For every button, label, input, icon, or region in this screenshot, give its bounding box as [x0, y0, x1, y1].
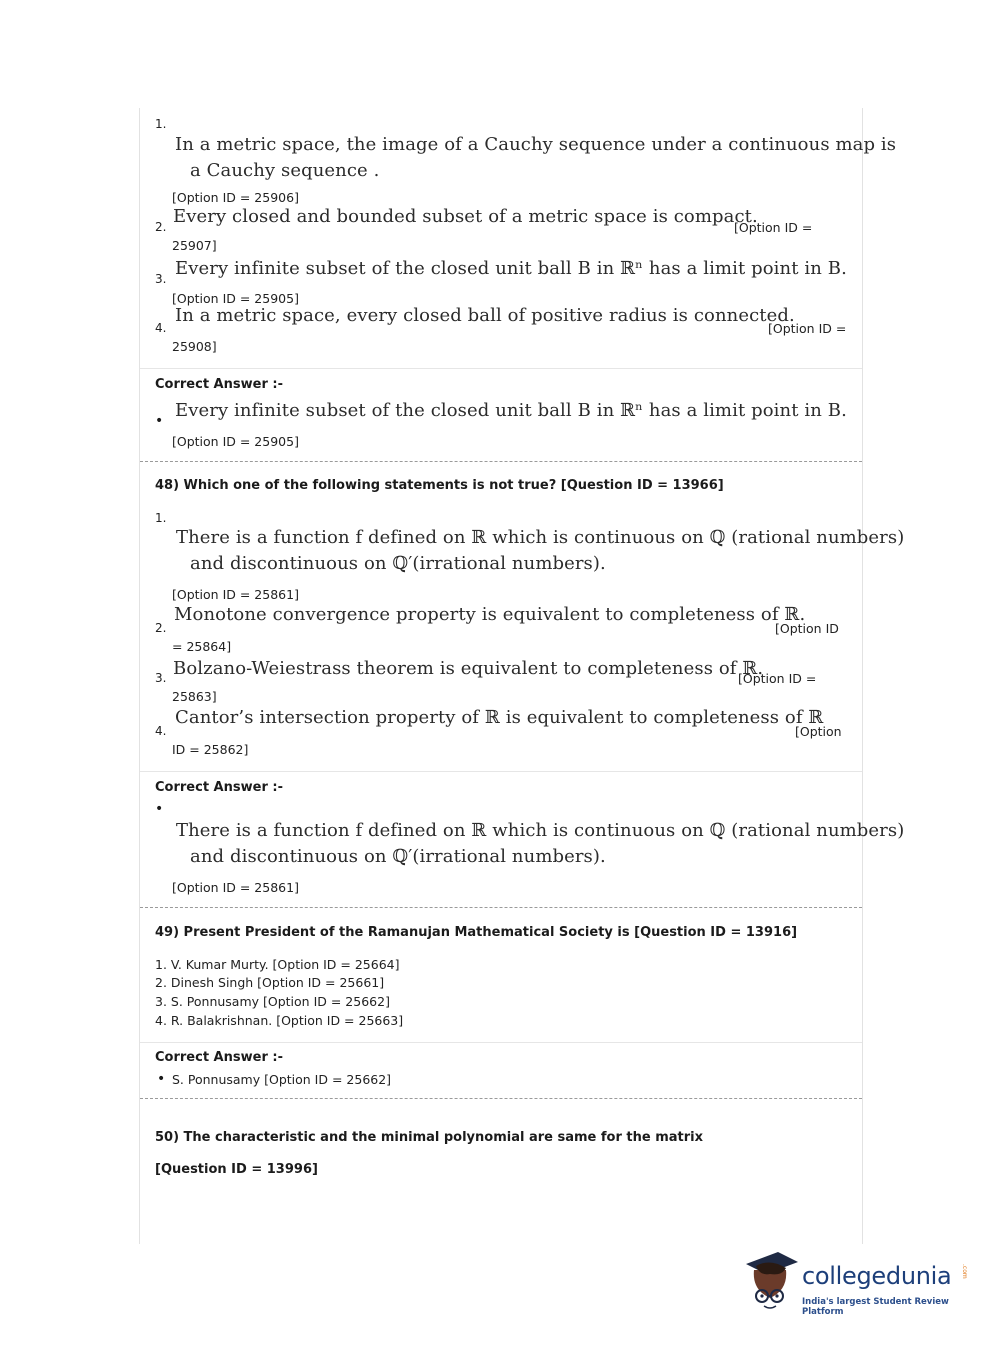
q48-option-4-id-part1: [Option [795, 724, 842, 739]
q50-question-id: [Question ID = 13996] [155, 1162, 318, 1177]
q48-end-separator [140, 907, 862, 908]
q47-option-3-text: Every infinite subset of the closed unit ball B in ℝⁿ has a limit point in B. [175, 258, 847, 279]
q47-option-3-number: 3. [155, 272, 167, 286]
q49-option-3: 3. S. Ponnusamy [Option ID = 25662] [155, 994, 390, 1009]
q49-answer-bullet: • [157, 1071, 166, 1087]
q47-correct-answer-label: Correct Answer :- [155, 377, 283, 392]
q48-answer-id: [Option ID = 25861] [172, 880, 299, 895]
q48-option-3-id-part2: 25863] [172, 689, 217, 704]
q47-option-2-number: 2. [155, 220, 167, 234]
q49-correct-answer-label: Correct Answer :- [155, 1050, 283, 1065]
q47-option-2-id-part2: 25907] [172, 238, 217, 253]
q47-divider [140, 368, 862, 369]
q47-option-2-text: Every closed and bounded subset of a metric space is compact. [173, 206, 758, 227]
logo-brand-text: collegedunia [802, 1262, 952, 1290]
q48-heading: 48) Which one of the following statements is not true? [Question ID = 13966] [155, 478, 724, 493]
page-frame-left [139, 108, 140, 1244]
q48-option-1-number: 1. [155, 511, 167, 525]
q47-option-1-number: 1. [155, 117, 167, 131]
q48-option-4-text: Cantor’s intersection property of ℝ is equivalent to completeness of ℝ [175, 707, 824, 728]
q48-option-3-number: 3. [155, 671, 167, 685]
q47-option-4-text: In a metric space, every closed ball of positive radius is connected. [175, 305, 795, 326]
q48-option-1-text-line2: and discontinuous on ℚ′(irrational numbers). [190, 553, 606, 574]
q49-option-2: 2. Dinesh Singh [Option ID = 25661] [155, 975, 385, 990]
q48-option-2-number: 2. [155, 621, 167, 635]
q48-divider [140, 771, 862, 772]
q48-option-1-id: [Option ID = 25861] [172, 587, 299, 602]
q47-answer-id: [Option ID = 25905] [172, 434, 299, 449]
q48-option-3-id-part1: [Option ID = [738, 671, 817, 686]
q47-option-4-id-part1: [Option ID = [768, 321, 847, 336]
logo-tagline: India's largest Student Review Platform [802, 1297, 949, 1317]
q48-option-2-id-part1: [Option ID [775, 621, 839, 636]
q47-option-4-number: 4. [155, 321, 167, 335]
q49-option-1: 1. V. Kumar Murty. [Option ID = 25664] [155, 957, 400, 972]
q47-option-1-text-line2: a Cauchy sequence . [190, 160, 380, 181]
q48-option-2-text: Monotone convergence property is equivalent to completeness of ℝ. [174, 604, 806, 625]
q48-answer-text-line2: and discontinuous on ℚ′(irrational numbers). [190, 846, 606, 867]
q48-option-3-text: Bolzano-Weiestrass theorem is equivalent to completeness of ℝ. [173, 658, 764, 679]
page-frame-right [862, 108, 863, 1244]
mascot-icon [742, 1250, 800, 1312]
q47-option-2-id-part1: [Option ID = [734, 220, 813, 235]
q49-heading: 49) Present President of the Ramanujan Mathematical Society is [Question ID = 13916] [155, 925, 798, 940]
q49-divider [140, 1042, 862, 1043]
q48-option-1-text-line1: There is a function f defined on ℝ which is continuous on ℚ (rational numbers) [176, 527, 905, 548]
q49-end-separator [140, 1098, 862, 1099]
q47-option-1-id: [Option ID = 25906] [172, 190, 299, 205]
logo-dotcom: .com [961, 1264, 968, 1279]
q48-option-4-number: 4. [155, 724, 167, 738]
q47-answer-text: Every infinite subset of the closed unit ball B in ℝⁿ has a limit point in B. [175, 400, 847, 421]
q49-answer-text: S. Ponnusamy [Option ID = 25662] [172, 1072, 392, 1087]
q48-correct-answer-label: Correct Answer :- [155, 780, 283, 795]
q48-option-2-id-part2: = 25864] [172, 639, 232, 654]
q48-option-4-id-part2: ID = 25862] [172, 742, 249, 757]
q49-option-4: 4. R. Balakrishnan. [Option ID = 25663] [155, 1013, 404, 1028]
q48-answer-bullet: • [155, 801, 164, 817]
q47-option-4-id-part2: 25908] [172, 339, 217, 354]
q47-end-separator [140, 461, 862, 462]
q48-answer-text-line1: There is a function f defined on ℝ which is continuous on ℚ (rational numbers) [176, 820, 905, 841]
q47-option-3-id: [Option ID = 25905] [172, 291, 299, 306]
q47-option-1-text-line1: In a metric space, the image of a Cauchy sequence under a continuous map is [175, 134, 897, 155]
collegedunia-logo [742, 1250, 972, 1320]
q50-heading: 50) The characteristic and the minimal polynomial are same for the matrix [155, 1130, 704, 1145]
q47-answer-bullet: • [155, 413, 164, 429]
